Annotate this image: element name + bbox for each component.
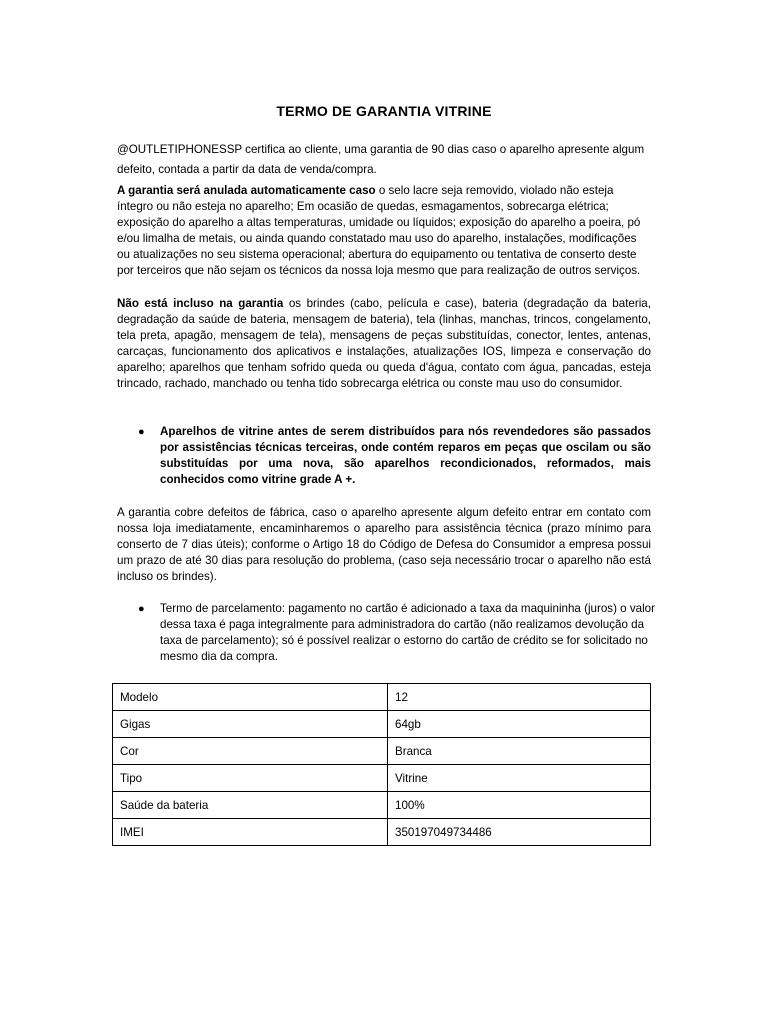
table-row — [113, 684, 651, 711]
warranty-void-heading: A garantia será anulada automaticamente caso — [117, 184, 376, 197]
intro-paragraph: @OUTLETIPHONESSP certifica ao cliente, uma garantia de 90 dias caso o aparelho apresente algum defeito, contada a partir da data de venda/compra. — [117, 143, 645, 176]
table-row — [113, 711, 651, 738]
table-value: Branca — [388, 738, 651, 765]
coverage-paragraph: A garantia cobre defeitos de fábrica, caso o aparelho apresente algum defeito entrar em contato com nossa loja imediatamente, encaminharemos o aparelho para assistência técnica (prazo mínimo para conserto de 7 dias úteis); conforme o Artigo 18 do Código de Defesa do Consumidor a empresa possui um prazo de até 30 dias para resolução do problema, (caso seja necessário trocar o aparelho não está incluso os brindes). — [117, 506, 651, 583]
table-label: Saúde da bateria — [113, 792, 388, 819]
bullet-parcelamento-text: Termo de parcelamento: pagamento no cartão é adicionado a taxa da maquininha (juros) o valor dessa taxa é paga integralmente para administradora do cartão (não realizamos devolução da taxa de parcelamento); só é possível realizar o estorno do cartão de crédito se for solicitado no mesmo dia da compra. — [160, 602, 655, 663]
table-label: Modelo — [113, 684, 388, 711]
bullet-dot-icon: ● — [138, 603, 145, 615]
table-value: 12 — [388, 684, 651, 711]
not-included-text: os brindes (cabo, película e case), bateria (degradação da bateria, degradação da saúde de bateria, mensagem de bateria), tela (linhas, manchas, trincos, congelamento, tela preta, apagão, mensagem de tela), mensagens de peças substituídas, conector, lentes, antenas, carcaças, funcionamento dos aplicativos e instalações, atualizações IOS, limpeza e conservação do aparelho; aparelhos que tenham sofrido queda ou queda d'água, contato com água, pancadas, esteja trincado, rachado, manchado ou tenha tido sobrecarga elétrica ou conste mau uso do consumidor. — [117, 297, 651, 390]
bullet-dot-icon: ● — [138, 426, 145, 438]
table-value: 350197049734486 — [388, 819, 651, 846]
table-row — [113, 765, 651, 792]
warranty-void-text: o selo lacre seja removido, violado não esteja íntegro ou não esteja no aparelho; Em ocasião de quedas, esmagamentos, sobrecarga elétrica; exposição do aparelho a altas temperaturas, umidade ou líquidos; exposição do aparelho a poeira, pó e/ou limalha de metais, ou ainda quando constatado mau uso do aparelho, instalações, modificações ou atualizações no seu sistema operacional; abertura do equipamento ou tentativa de conserto deste por terceiros que não sejam os técnicos da nossa loja mesmo que para realização de outros serviços. — [117, 184, 641, 277]
table-label: Tipo — [113, 765, 388, 792]
table-row — [113, 819, 651, 846]
table-value: Vitrine — [388, 765, 651, 792]
not-included-heading: Não está incluso na garantia — [117, 297, 284, 310]
not-included-paragraph — [117, 296, 651, 392]
bullet-vitrine-text: Aparelhos de vitrine antes de serem distribuídos para nós revendedores são passados por assistências técnicas terceiras, onde contém reparos em peças que oscilam ou são substituídas por uma nova, são aparelhos recondicionados, reformados, mais conhecidos como vitrine grade A +. — [160, 425, 651, 486]
warranty-void-paragraph — [117, 183, 651, 279]
table-row — [113, 792, 651, 819]
table-value: 100% — [388, 792, 651, 819]
document-title: TERMO DE GARANTIA VITRINE — [276, 103, 492, 119]
table-row — [113, 738, 651, 765]
table-value: 64gb — [388, 711, 651, 738]
device-info-table — [112, 683, 651, 846]
table-label: Gigas — [113, 711, 388, 738]
table-label: Cor — [113, 738, 388, 765]
table-label: IMEI — [113, 819, 388, 846]
